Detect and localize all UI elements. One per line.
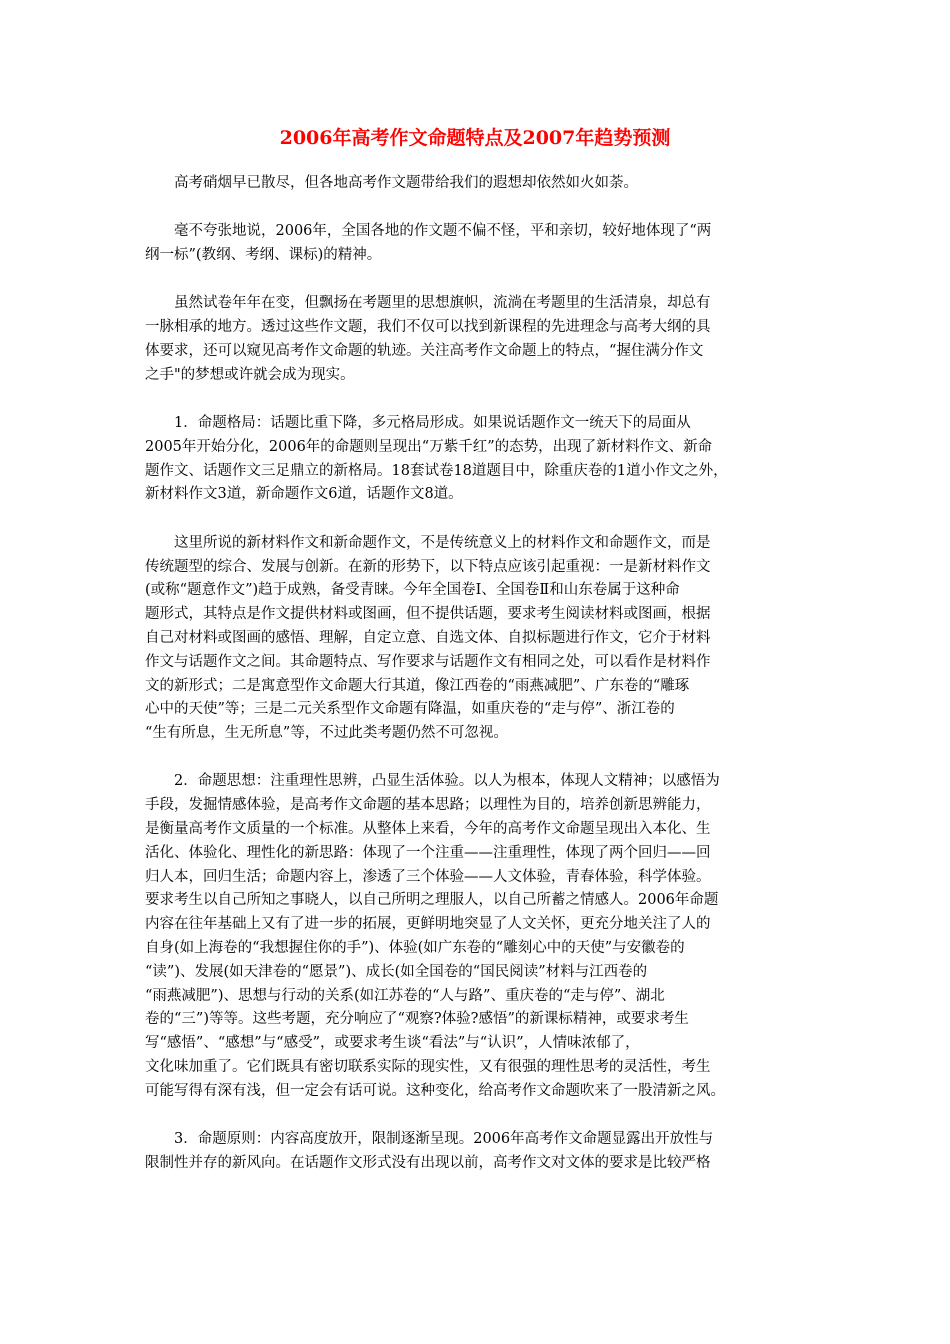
text-line: 题形式，其特点是作文提供材料或图画，但不提供话题，要求考生阅读材料或图画，根据	[145, 606, 711, 623]
paragraph	[145, 220, 813, 268]
text-line: 虽然试卷年年在变，但飘扬在考题里的思想旗帜，流淌在考题里的生活清泉，却总有	[145, 295, 711, 312]
text-line: 手段，发掘情感体验，是高考作文命题的基本思路；以理性为目的，培养创新思辨能力，	[145, 797, 711, 814]
text-line: 写“感悟”、“感想”与“感受”，或要求考生谈“看法”与“认识”，人情味浓郁了，	[145, 1035, 640, 1052]
text-line: 活化、体验化、理性化的新思路：体现了一个注重——注重理性，体现了两个回归——回	[145, 844, 711, 861]
paragraph	[145, 1128, 813, 1176]
text-line: 内容在往年基础上又有了进一步的拓展，更鲜明地突显了人文关怀，更充分地关注了人的	[145, 916, 711, 933]
text-line: 体要求，还可以窥见高考作文命题的轨迹。关注高考作文命题上的特点，“握住满分作文	[145, 342, 704, 359]
text-line: 卷的“三”)等等。这些考题，充分响应了“观察?体验?感悟”的新课标精神，或要求考生	[145, 1011, 689, 1028]
text-line: “生有所息，生无所息”等，不过此类考题仍然不可忽视。	[145, 725, 508, 742]
text-line: 可能写得有深有浅，但一定会有话可说。这种变化，给高考作文命题吹来了一股清新之风。	[145, 1082, 725, 1099]
text-line: 是衡量高考作文质量的一个标准。从整体上来看，今年的高考作文命题呈现出入本化、生	[145, 821, 711, 838]
text-line: 自身(如上海卷的“我想握住你的手”)、体验(如广东卷的“雕刻心中的天使”与安徽卷的	[145, 940, 685, 957]
paragraph	[145, 292, 813, 387]
text-line: “雨燕减肥”)、思想与行动的关系(如江苏卷的“人与路”、重庆卷的“走与停”、湖北	[145, 987, 665, 1004]
text-line: 题作文、话题作文三足鼎立的新格局。18套试卷18道题目中，除重庆卷的1道小作文之外，	[145, 462, 728, 479]
text-line: 新材料作文3道，新命题作文6道，话题作文8道。	[145, 486, 463, 503]
text-line: 文的新形式；二是寓意型作文命题大行其道，像江西卷的“雨燕减肥”、广东卷的“雕琢	[145, 677, 690, 694]
text-line: 2005年开始分化，2006年的命题则呈现出“万紫千红”的态势，出现了新材料作文、新命	[145, 438, 713, 455]
text-line: 归人本，回归生活；命题内容上，渗透了三个体验——人文体验，青春体验，科学体验。	[145, 868, 711, 885]
text-line: 毫不夸张地说，2006年，全国各地的作文题不偏不怪，平和亲切，较好地体现了“两	[145, 223, 712, 240]
text-line: 作文与话题作文之间。其命题特点、写作要求与话题作文有相同之处，可以看作是材料作	[145, 653, 711, 670]
paragraph	[145, 412, 813, 507]
text-line: 之手"的梦想或许就会成为现实。	[145, 366, 355, 383]
text-line: 心中的天使”等；三是二元关系型作文命题有降温，如重庆卷的“走与停”、浙江卷的	[145, 701, 675, 718]
text-line: 高考硝烟早已散尽，但各地高考作文题带给我们的遐想却依然如火如荼。	[145, 175, 638, 191]
text-line: 自己对材料或图画的感悟、理解，自定立意、自选文体、自拟标题进行作文，它介于材料	[145, 629, 711, 646]
paragraph	[145, 770, 813, 1103]
text-line: 一脉相承的地方。透过这些作文题，我们不仅可以找到新课程的先进理念与高考大纲的具	[145, 319, 711, 336]
text-line: 3．命题原则：内容高度放开，限制逐渐呈现。2006年高考作文命题显露出开放性与	[145, 1131, 714, 1148]
paragraph	[145, 172, 813, 196]
text-line: 1．命题格局：话题比重下降，多元格局形成。如果说话题作文一统天下的局面从	[145, 415, 691, 432]
text-line: “读”)、发展(如天津卷的“愿景”)、成长(如全国卷的“国民阅读”材料与江西卷的	[145, 963, 648, 980]
text-line: 纲一标”(教纲、考纲、课标)的精神。	[145, 247, 382, 264]
document-body	[145, 172, 813, 1200]
text-line: 这里所说的新材料作文和新命题作文，不是传统意义上的材料作文和命题作文，而是	[145, 534, 711, 551]
text-line: (或称“题意作文”)趋于成熟，备受青睐。今年全国卷Ⅰ、全国卷Ⅱ和山东卷属于这种命	[145, 582, 680, 599]
text-line: 要求考生以自己所知之事晓人，以自己所明之理服人，以自己所蓄之情感人。2006年命题	[145, 892, 719, 909]
text-line: 2．命题思想：注重理性思辨，凸显生活体验。以人为根本，体现人文精神；以感悟为	[145, 773, 720, 790]
text-line: 限制性并存的新风向。在话题作文形式没有出现以前，高考作文对文体的要求是比较严格	[145, 1154, 711, 1171]
paragraph	[145, 532, 813, 746]
document-title: 2006年高考作文命题特点及2007年趋势预测	[279, 127, 671, 149]
text-line: 传统题型的综合、发展与创新。在新的形势下，以下特点应该引起重视：一是新材料作文	[145, 558, 711, 575]
text-line: 文化味加重了。它们既具有密切联系实际的现实性，又有很强的理性思考的灵活性，考生	[145, 1059, 711, 1075]
